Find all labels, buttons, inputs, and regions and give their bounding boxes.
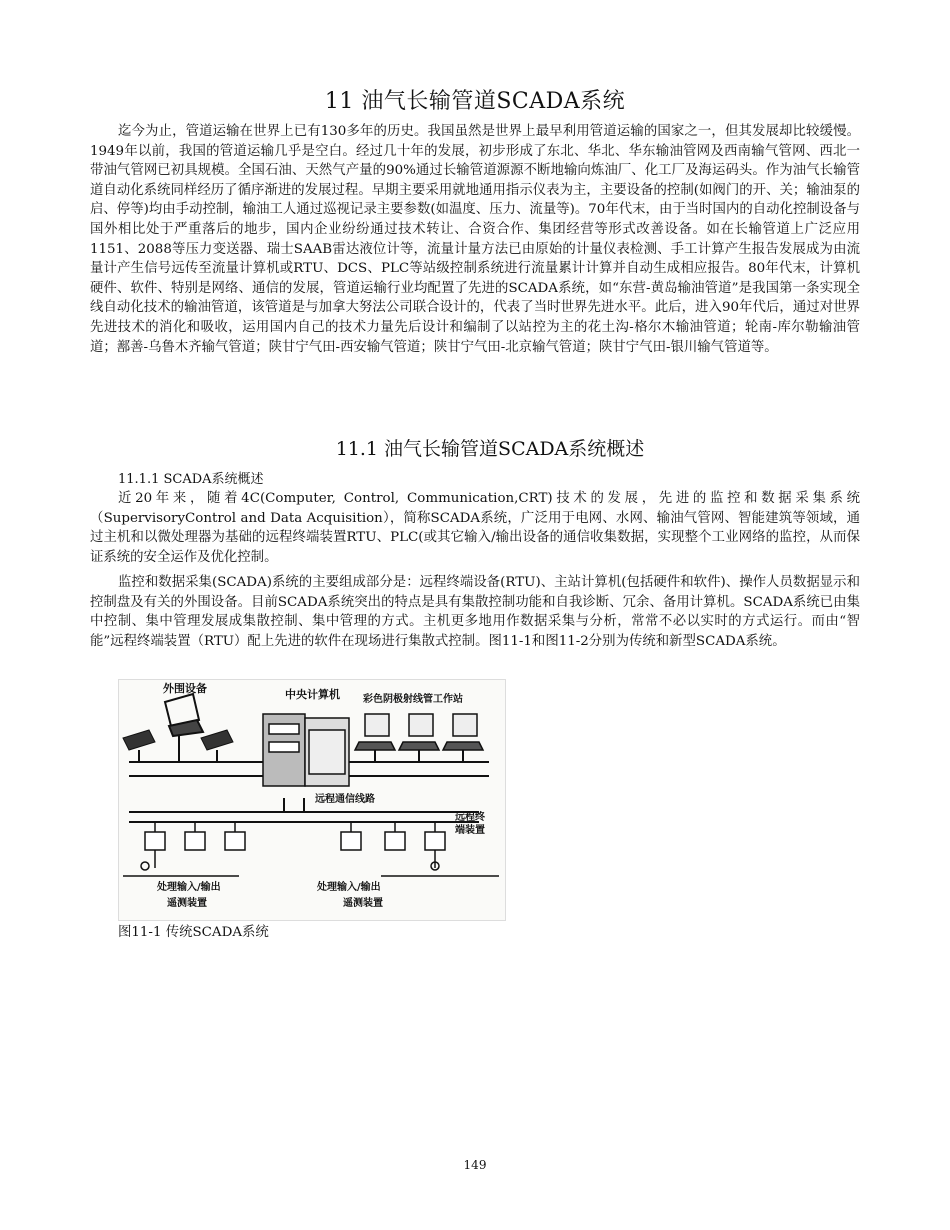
terminal-icon <box>165 694 203 736</box>
valve-icon <box>141 862 439 870</box>
label-telemetry-left: 遥测装置 <box>167 898 207 909</box>
label-rtu-line1: 远程终 <box>455 812 485 823</box>
section-title: 11.1 油气长输管道SCADA系统概述 <box>335 438 645 460</box>
central-computer-icon <box>263 714 349 786</box>
label-link: 远程通信线路 <box>315 794 375 805</box>
intro-paragraph: 迄今为止，管道运输在世界上已有130多年的历史。我国虽然是世界上最早利用管道运输的国家之一，但其发展却比较缓慢。1949年以前，我国的管道运输几乎是空白。经过几十年的发展，初步形成了东北、华北、华东输油管网及西南输气管网、西北一带油气管网已初具规模。全国石油、天然气产量的90%通过长输管道源源不断地输向炼油厂、化工厂及海运码头。作为油气长输管道自动化系统同样经历了循序渐进的发展过程。早期主要采用就地通用指示仪表为主，主要设备的控制(如阀门的开、关；输油泵的启、停等)均由手动控制，输油工人通过巡视记录主要参数(如温度、压力、流量等)。70年代末，由于当时国内的自动化控制设备与国外相比处于严重落后的地步，国内企业纷纷通过技术转让、合资合作、集团经营等形式改善设备。如在长输管道上广泛应用1151、2088等压力变送器、瑞士SAAB雷达液位计等，流量计量方法已由原始的计量仪表检测、手工计算产生报告发展成为由流量计产生信号远传至流量计算机或RTU、DCS、PLC等站级控制系统进行流量累计计算并自动生成相应报告。80年代末，计算机硬件、软件、特别是网络、通信的发展，管道运输行业均配置了先进的SCADA系统，如“东营-黄岛输油管道”是我国第一条实现全线自动化技术的输油管道，该管道是与加拿大努法公司联合设计的，代表了当时世界先进水平。此后，进入90年代后，通过对世界先进技术的消化和吸收，运用国内自己的技术力量先后设计和编制了以站控为主的花土沟-格尔木输油管道；轮南-库尔勒输油管道；鄯善-乌鲁木齐输气管道；陕甘宁气田-西安输气管道；陕甘宁气田-北京输气管道；陕甘宁气田-银川输气管道等。 <box>90 124 860 355</box>
figure-caption: 图11-1 传统SCADA系统 <box>118 925 269 940</box>
scada-diagram-svg <box>119 680 505 920</box>
paragraph-scada-overview: 近20年来，随着4C(Computer, Control, Communication,CRT)技术的发展，先进的监控和数据采集系统（SupervisoryControl and Data Acquisition），简称SCADA系统，广泛用于电网、水网、输油气管网、智能建筑等领域，通过主机和以微处理器为基础的远程终端装置RTU、PLC(或其它输入/输出设备的通信收集数据，实现整个工业网络的监控，从而保证系统的安全运作及优化控制。 <box>90 491 860 565</box>
chapter-title: 11 油气长输管道SCADA系统 <box>324 89 626 114</box>
label-io-right: 处理输入/输出 <box>317 882 381 893</box>
label-io-left: 处理输入/输出 <box>157 882 221 893</box>
label-peripherals: 外围设备 <box>163 682 207 695</box>
label-workstation: 彩色阴极射线管工作站 <box>363 694 463 705</box>
paragraph-scada-components: 监控和数据采集(SCADA)系统的主要组成部分是：远程终端设备(RTU)、主站计算机(包括硬件和软件)、操作人员数据显示和控制盘及有关的外围设备。目前SCADA系统突出的特点是具有集散控制功能和自我诊断、冗余、备用计算机。SCADA系统已由集中控制、集中管理发展成集散控制、集中管理的方式。主机更多地用作数据采集与分析，常常不必以实时的方式运行。而由“智能”远程终端装置（RTU）配上先进的软件在现场进行集散式控制。图11-1和图11-2分别为传统和新型SCADA系统。 <box>90 575 860 649</box>
workstation-icon <box>355 714 483 750</box>
page-number: 149 <box>463 1158 487 1172</box>
figure-scada-diagram <box>118 679 506 921</box>
label-telemetry-right: 遥测装置 <box>343 898 383 909</box>
label-central: 中央计算机 <box>285 688 340 701</box>
subsection-title: 11.1.1 SCADA系统概述 <box>118 472 264 487</box>
rtu-icon <box>145 832 445 850</box>
label-rtu-line2: 端装置 <box>455 825 485 836</box>
